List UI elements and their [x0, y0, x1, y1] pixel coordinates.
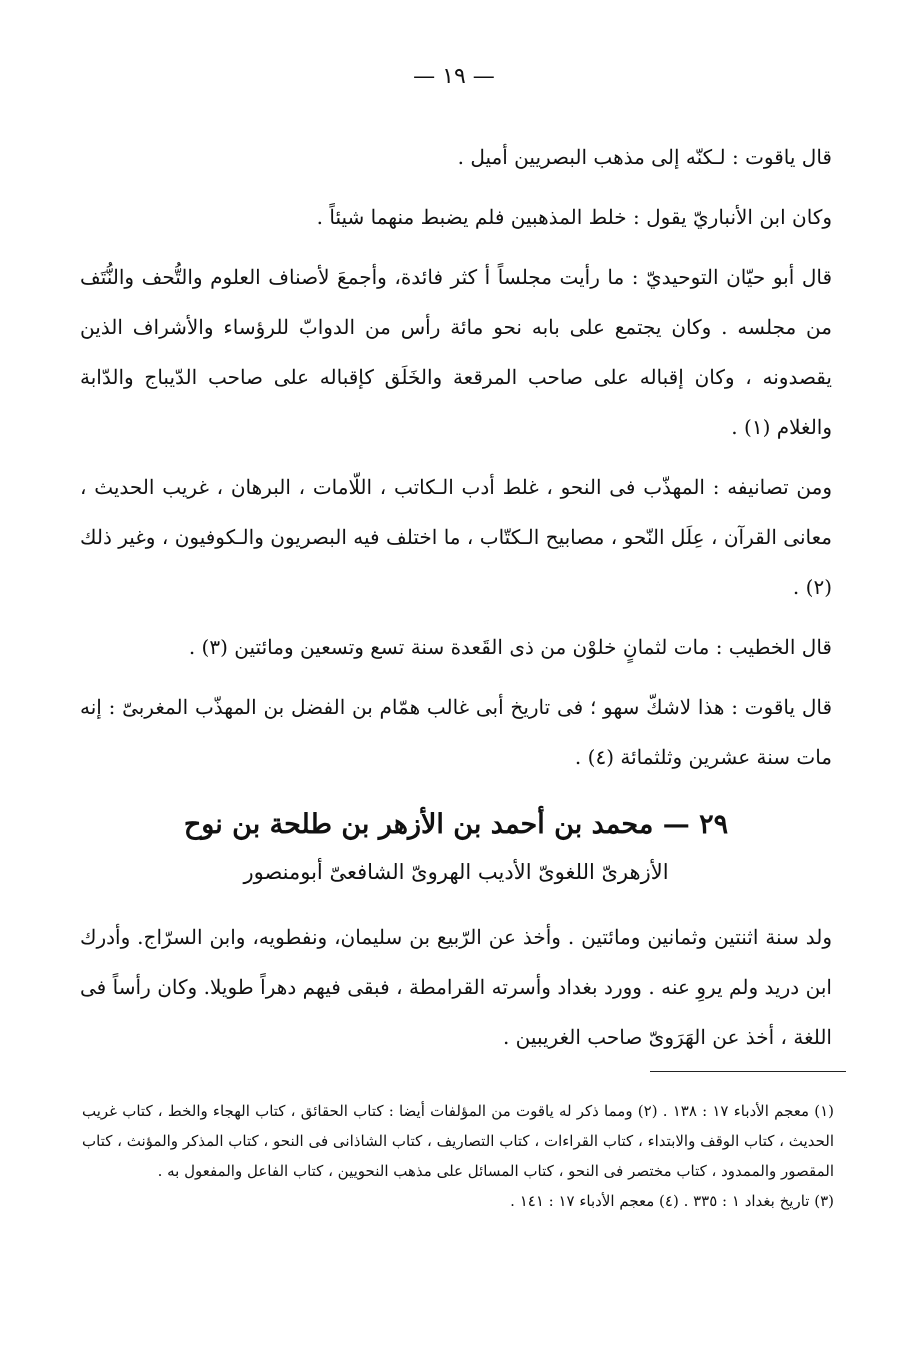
entry-heading: ٢٩ — محمد بن أحمد بن الأزهر بن طلحة بن نوح [183, 809, 729, 840]
paragraph-entry-biography: ولد سنة اثنتين وثمانين ومائتين . وأخذ عن الرّبيع بن سليمان، ونفطويه، وابن السرّاج. وأدرك ابن دريد ولم يروِ عنه . وورد بغداد وأسرته القرامطة ، فبقى فيهم دهراً طويلا. وكان رأساً فى اللغة ، أخذ عن الهَرَوىّ صاحب الغريبين . [80, 925, 832, 1049]
paragraph-anbari-quote: وكان ابن الأنباريّ يقول : خلط المذهبين فلم يضبط منهما شيئاً . [316, 205, 832, 229]
footnote-divider [650, 1071, 846, 1072]
paragraph-tawhidi-quote: قال أبو حيّان التوحيديّ : ما رأيت مجلساً أ كثر فائدة، وأجمعَ لأصناف العلوم والتُّحف والنُّتَف من مجلسه . وكان يجتمع على بابه نحو مائة رأس من الدوابّ للرؤساء والأشراف الذين يقصدونه ، وكان إقباله على صاحب المرقعة والخَلَق كإقباله على صاحب الدّيباج والدّابة والغلام (١) . [80, 265, 832, 439]
footnote-3-4: (٣) تاريخ بغداد ١ : ٣٣٥ . (٤) معجم الأدباء ١٧ : ١٤١ . [510, 1192, 834, 1210]
paragraph-yaqut-correction: قال ياقوت : هذا لاشكّ سهو ؛ فى تاريخ أبى غالب همّام بن الفضل بن المهذّب المغربىّ : إنه مات سنة عشرين وثلثمائة (٤) . [80, 695, 832, 769]
page-body [80, 132, 832, 1072]
paragraph-yaqut-opinion: قال ياقوت : لـكنّه إلى مذهب البصريين أميل . [457, 145, 832, 169]
paragraph-khatib-death: قال الخطيب : مات لثمانٍ خلوْن من ذى القَعدة سنة تسع وتسعين ومائتين (٣) . [188, 635, 832, 659]
entry-subheading: الأزهرىّ اللغوىّ الأديب الهروىّ الشافعىّ أبومنصور [243, 860, 669, 884]
footnote-1-2: (١) معجم الأدباء ١٧ : ١٣٨ . (٢) ومما ذكر له ياقوت من المؤلفات أيضا : كتاب الحقائق ، كتاب الهجاء والخط ، كتاب غريب الحديث ، كتاب الوقف والابتداء ، كتاب القراءات ، كتاب التصاريف ، كتاب الشاذانى فى النحو ، كتاب المذكر والمؤنث ، كتاب المقصور والممدود ، كتاب مختصر فى النحو ، كتاب المسائل على مذهب النحويين ، كتاب الفاعل والمفعول به . [82, 1102, 835, 1180]
page-number: — ١٩ — [413, 64, 495, 89]
footnotes [82, 1096, 834, 1216]
paragraph-works-list: ومن تصانيفه : المهذّب فى النحو ، غلط أدب الـكاتب ، اللّامات ، البرهان ، غريب الحديث ، معانى القرآن ، عِلَل النّحو ، مصابيح الـكتّاب ، ما اختلف فيه البصريون والـكوفيون ، وغير ذلك (٢) . [80, 475, 832, 599]
